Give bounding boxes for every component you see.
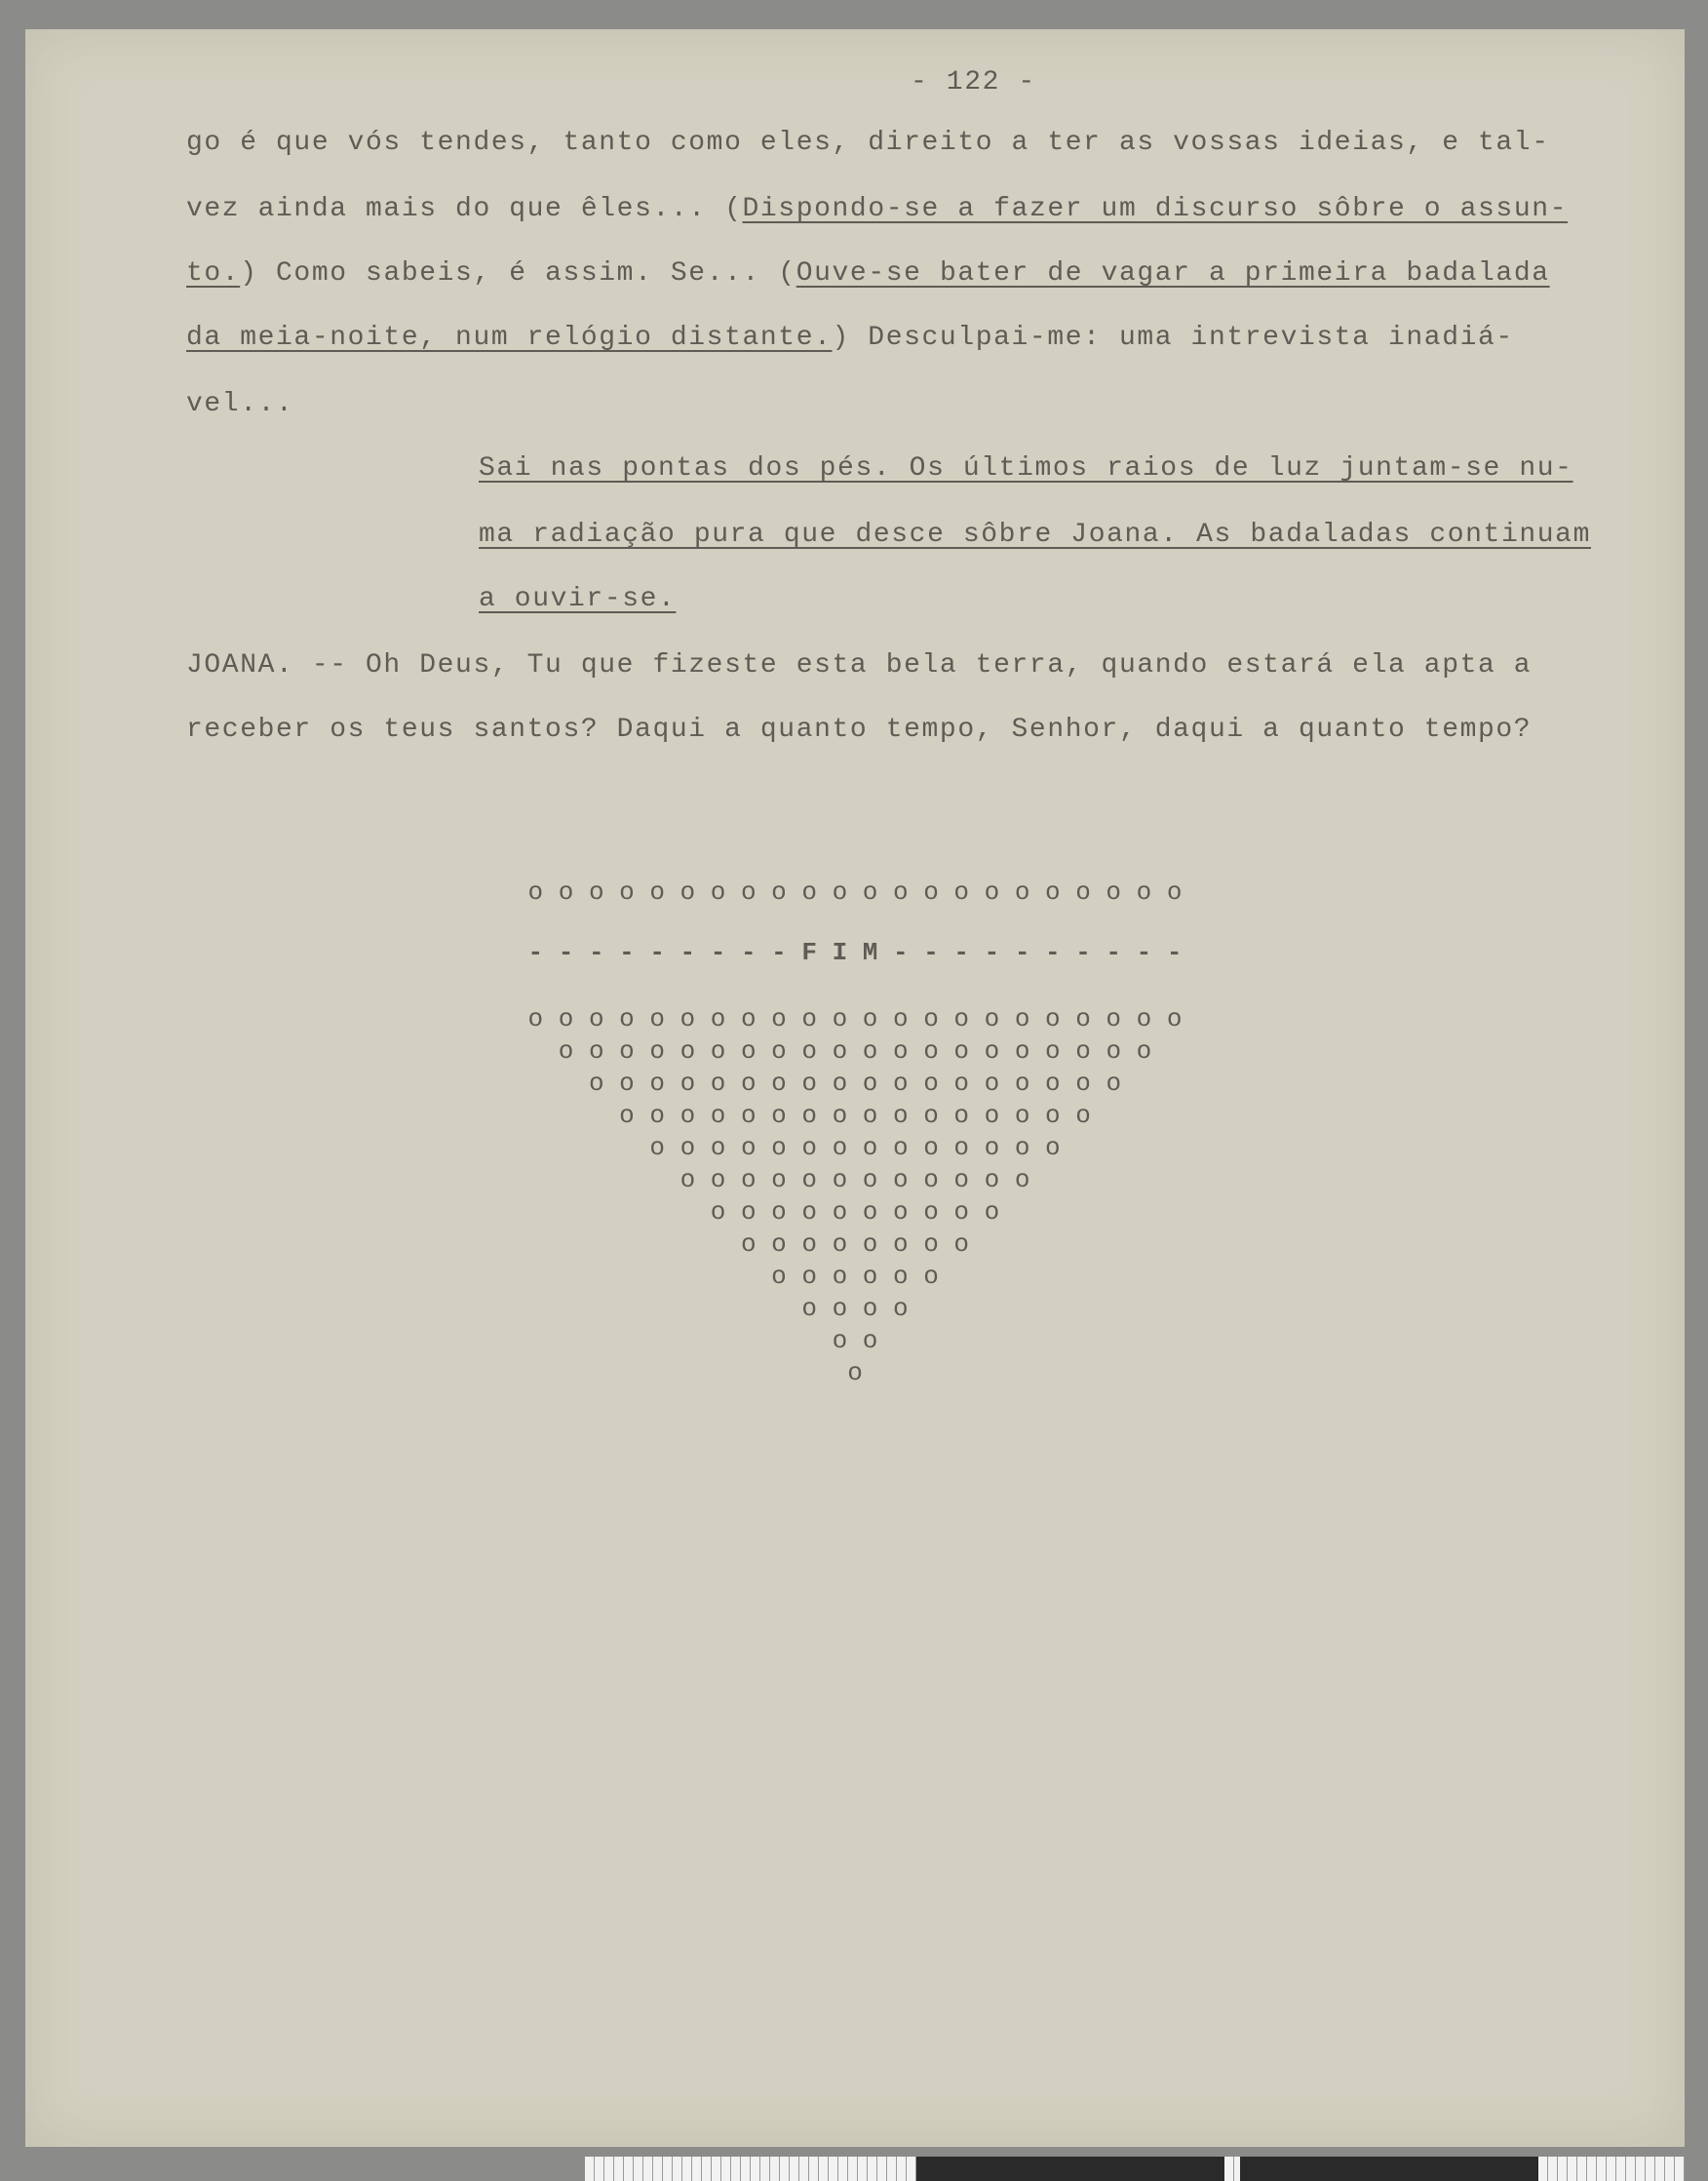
scale-segment-dark: [1240, 2157, 1538, 2181]
triangle-row: o o o o o o o o o o o o: [679, 1165, 1030, 1194]
stage-direction-inline: Ouve-se bater de vagar a primeira badalada: [796, 258, 1550, 289]
text-span: ) Como sabeis, é assim. Se... (: [240, 258, 796, 289]
triangle-row: o o o o o o o o o o o o o o o o o o o o o o: [527, 1004, 1183, 1033]
triangle-row: o: [847, 1358, 863, 1387]
speech-line: receber os teus santos? Daqui a quanto tempo, Senhor, daqui a quanto tempo?: [186, 715, 1533, 745]
paragraph-line: [186, 257, 1550, 291]
stage-direction-inline: Dispondo-se a fazer um discurso sôbre o assun-: [742, 194, 1569, 224]
ornament-dots-row: o o o o o o o o o o o o o o o o o o o o o o: [527, 877, 1183, 907]
paragraph-line: [186, 193, 1568, 226]
scale-segment-dark: [916, 2157, 1224, 2181]
triangle-row: o o: [832, 1326, 878, 1355]
fim-line: - - - - - - - - - F I M - - - - - - - - - -: [527, 938, 1183, 967]
stage-direction-inline: da meia-noite, num relógio distante.: [186, 323, 833, 353]
stage-direction-inline: to.: [186, 258, 241, 289]
text-span: ) Desculpai-me: uma intrevista inadiá-: [832, 323, 1514, 353]
text-span: vel...: [186, 389, 294, 419]
ornament: [25, 877, 1685, 1423]
stage-direction-line: Sai nas pontas dos pés. Os últimos raios de luz juntam-se nu-: [479, 453, 1573, 484]
triangle-row: o o o o o o o o o o o o o o o o o o o o: [558, 1036, 1152, 1066]
text-span: vez ainda mais do que êles... (: [186, 194, 743, 224]
triangle-row: o o o o o o o o o o: [710, 1197, 1000, 1227]
text-span: go é que vós tendes, tanto como eles, direito a ter as vossas ideias, e tal-: [186, 128, 1550, 158]
triangle-row: o o o o o o o o o o o o o o o o: [619, 1101, 1091, 1130]
page-number: - 122 -: [911, 67, 1036, 97]
stage-direction-line: ma radiação pura que desce sôbre Joana. As badaladas continuam: [479, 520, 1591, 550]
triangle-row: o o o o o o o o: [740, 1229, 970, 1259]
measurement-scale-bar: [585, 2157, 1685, 2181]
triangle-row: o o o o: [801, 1294, 909, 1323]
triangle-row: o o o o o o o o o o o o o o: [649, 1133, 1061, 1162]
typed-text: [25, 29, 1685, 2147]
scale-segment-light: [1538, 2157, 1685, 2181]
paper-sheet: [25, 29, 1685, 2147]
stage-direction-line: a ouvir-se.: [479, 584, 677, 614]
paragraph-line: [186, 322, 1514, 355]
speech-line: JOANA. -- Oh Deus, Tu que fizeste esta bela terra, quando estará ela apta a: [186, 650, 1533, 681]
scale-segment-light: [1224, 2157, 1240, 2181]
triangle-row: o o o o o o: [771, 1262, 939, 1291]
triangle-row: o o o o o o o o o o o o o o o o o o: [588, 1069, 1122, 1098]
paragraph-line: [186, 388, 293, 421]
paragraph-line: [186, 127, 1550, 160]
scale-segment-light: [585, 2157, 916, 2181]
